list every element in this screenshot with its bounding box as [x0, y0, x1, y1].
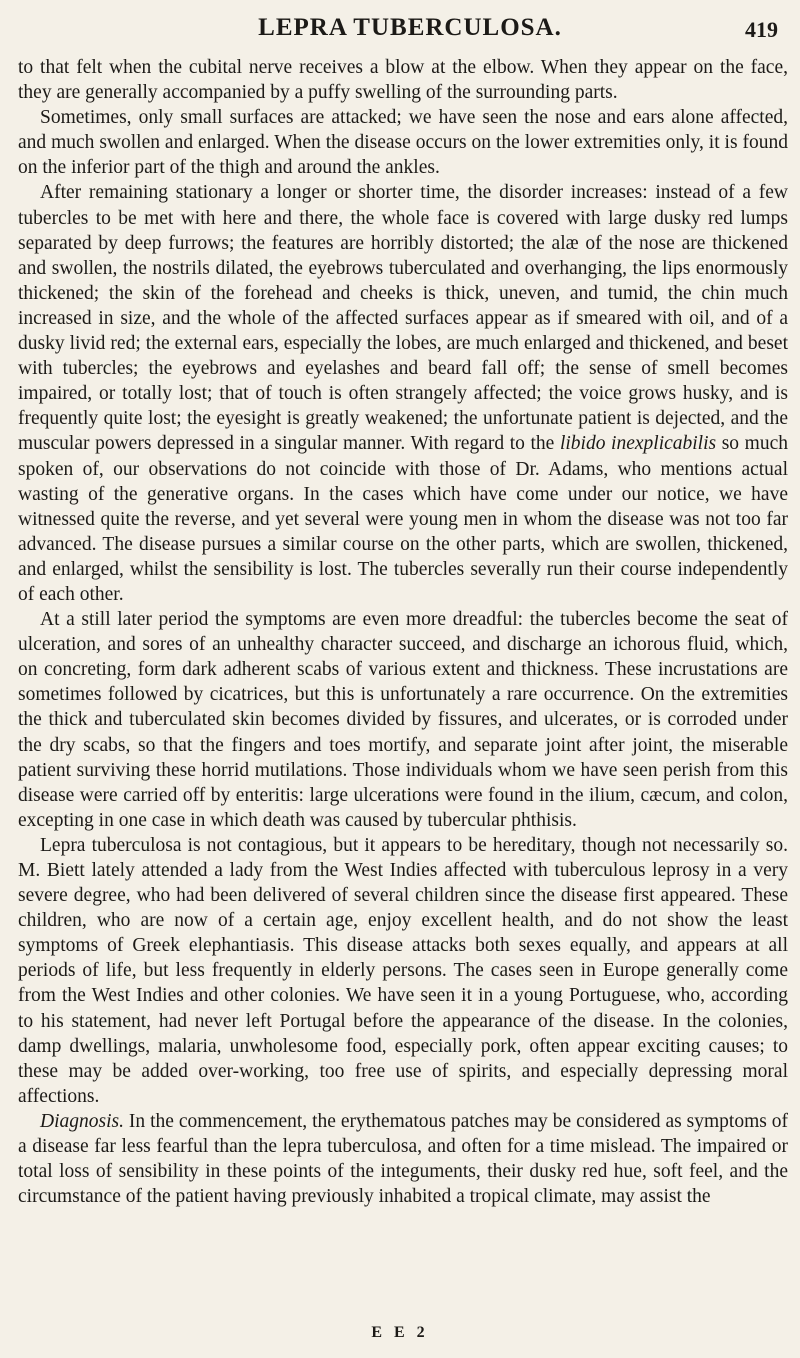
running-head: LEPRA TUBERCULOSA. [258, 14, 562, 41]
paragraph-6-text: In the commencement, the erythematous patches may be considered as symptoms of a disease far less fearful than the lepra tuberculosa, and often for a time mislead. The impaired or total loss of sensibility in these points of the integuments, their dusky red hue, soft feel, and the circumstance of the patient having previously inhabited a tropical climate, may assist the [18, 1110, 788, 1208]
page-number: 419 [745, 17, 778, 42]
paragraph-4: At a still later period the symptoms are even more dreadful: the tubercles become the seat of ulceration, and sores of an unhealthy character succeed, and discharge an ichorous fluid, which, on concreting, form dark adherent scabs of various extent and thickness. These incrustations are sometimes followed by cicatrices, but this is unfortunately a rare occurrence. On the extremities the thick and tuberculated skin becomes divided by fissures, and ulcerates, or is corroded under the dry scabs, so that the fingers and toes mortify, and separate joint after joint, the miserable patient surviving these horrid mutilations. Those individuals whom we have seen perish from this disease were carried off by enteritis: large ulcerations were found in the ilium, cæcum, and colon, excepting in one case in which death was caused by tubercular phthisis. [18, 609, 788, 831]
paragraph-2: Sometimes, only small surfaces are attacked; we have seen the nose and ears alone affected, and much swollen and enlarged. When the disease occurs on the lower extremities only, it is found on the inferior part of the thigh and around the ankles. [18, 107, 788, 179]
paragraph-3-text-b: so much spoken of, our observations do not coincide with those of Dr. Adams, who mentions actual wasting of the generative organs. In the cases which have come under our notice, we have witnessed quite the reverse, and yet several were young men in whom the disease was not too far advanced. The disease pursues a similar course on the other parts, which are swollen, thickened, and enlarged, whilst the sensibility is lost. The tubercles severally run their course independently of each other. [18, 433, 788, 605]
section-heading-diagnosis: Diagnosis. [40, 1110, 124, 1132]
paragraph-6 [18, 1109, 788, 1209]
paragraph-5: Lepra tuberculosa is not contagious, but it appears to be hereditary, though not necessarily so. M. Biett lately attended a lady from the West Indies affected with tuberculous leprosy in a very severe degree, who had been delivered of several children since the disease first appeared. These children, who are now of a certain age, enjoy excellent health, and do not show the least symptoms of Greek elephantiasis. This disease attacks both sexes equally, and appears at all periods of life, but less frequently in elderly persons. The cases seen in Europe generally come from the West Indies and other colonies. We have seen it in a young Portuguese, who, according to his statement, had never left Portugal before the appearance of the disease. In the colonies, damp dwellings, malaria, unwholesome food, especially pork, often appear exciting causes; to these may be added over-working, too free use of spirits, and especially depressing moral affections. [18, 834, 788, 1107]
signature-mark: E E 2 [371, 1324, 429, 1341]
italic-term: libido inexplicabilis [559, 433, 717, 455]
paragraph-1: to that felt when the cubital nerve receives a blow at the elbow. When they appear on the face, they are generally accompanied by a puffy swelling of the surrounding parts. [18, 57, 788, 104]
body-text [18, 55, 788, 1209]
paragraph-3 [18, 180, 788, 607]
page-header [40, 12, 780, 52]
paragraph-3-text-a: After remaining stationary a longer or shorter time, the disorder increases: instead of a few tubercles to be met with here and there, the whole face is covered with large dusky red lumps separated by deep furrows; the features are horribly distorted; the alæ of the nose are thickened and swollen, the nostrils dilated, the eyebrows tuberculated and overhanging, the lips enormously thickened; the skin of the forehead and cheeks is thick, uneven, and tumid, the chin much increased in size, and the whole of the affected surfaces appear as if smeared with oil, and of a dusky livid red; the external ears, especially the lobes, are much enlarged and thickened, and beset with tubercles; the eyebrows and eyelashes and beard fall off; the sense of smell becomes impaired, or totally lost; that of touch is often strangely affected; the voice grows husky, and is frequently quite lost; the eyesight is greatly weakened; the unfortunate patient is dejected, and the muscular powers depressed in a singular manner. With regard to the [18, 182, 788, 455]
